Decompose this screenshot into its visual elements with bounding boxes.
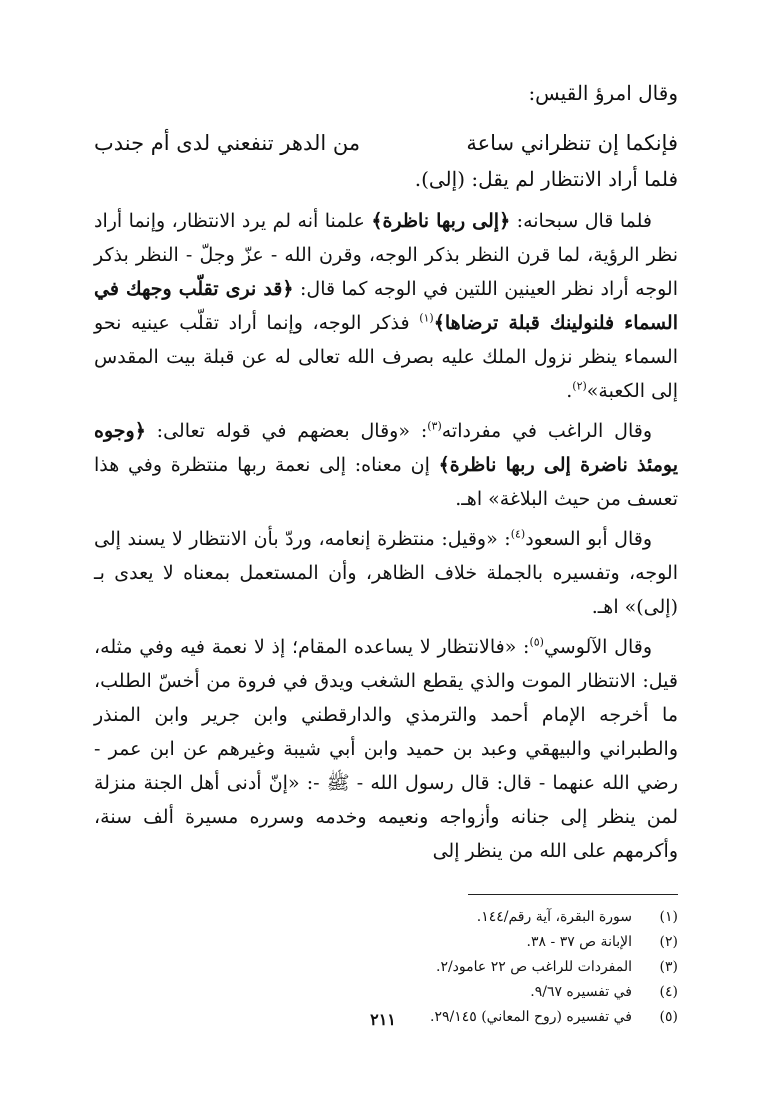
quran-quote-1: ﴿إلى ربها ناظرة﴾ [371, 210, 511, 232]
footnote-number: (٣) [659, 959, 678, 975]
intro-line: وقال امرؤ القيس: [528, 81, 678, 105]
verse-second-hemistich: من الدهر تنفعني لدى أم جندب [94, 131, 361, 155]
p2-text-c: إن معناه: إلى نعمة ربها منتظرة وفي هذا تعسف من حيث البلاغة» اهـ. [94, 454, 678, 510]
poetry-verse [94, 126, 678, 160]
p4-text-b: : «فالانتظار لا يساعده المقام؛ إذ لا نعمة فيه وفي مثله، قيل: الانتظار الموت والذي يقطع الشغب ويدق في فروة من أخسّ الطلب، ما أخرجه الإمام أحمد والترمذي والدارقطني وابن جرير وابن المنذر والطبراني والبيهقي وعبد بن حميد وابن أبي شيبة وغيرهم عن ابن عمر - رضي الله عنهما - قال: قال رسول الله - ﷺ -: «إنّ أدنى أهل الجنة منزلة لمن ينظر إلى جنانه وأزواجه ونعيمه وخدمه وسرره مسيرة ألف سنة، وأكرمهم على الله من ينظر إلى [94, 636, 679, 862]
paragraph-4 [94, 630, 678, 868]
footnote-text: المفردات للراغب ص ٢٢ عامود/٢. [435, 959, 632, 975]
footnote-ref-1[interactable]: (١) [419, 311, 434, 325]
footnote-text: الإبانة ص ٣٧ - ٣٨. [526, 934, 632, 950]
paragraph-1 [94, 204, 678, 408]
footnote-3 [94, 955, 678, 980]
footnote-number: (٢) [659, 934, 678, 950]
footnote-number: (٥) [659, 1009, 678, 1025]
footnote-ref-4[interactable]: (٤) [510, 527, 526, 541]
p1-text-b: علمنا أنه لم يرد الانتظار، وإنما أراد نظر الرؤية، لما قرن النظر بذكر الوجه، وقرن الله - عزّ وجلّ - النظر بذكر الوجه أراد نظر العينين اللتين في الوجه كما قال: [94, 210, 679, 300]
p4-text-a: وقال الآلوسي [543, 636, 652, 658]
paragraph-3 [94, 522, 678, 624]
p1-text-d: . [566, 380, 573, 402]
footnote-ref-5[interactable]: (٥) [529, 635, 544, 649]
page-body [94, 78, 678, 1030]
footnote-4 [94, 980, 678, 1005]
footnote-2 [94, 930, 678, 955]
paragraph-2 [94, 414, 678, 516]
p3-text-a: وقال أبو السعود [525, 528, 653, 550]
footnote-ref-3[interactable]: (٣) [427, 419, 442, 433]
footnote-text: في تفسيره (روح المعاني) ٢٩/١٤٥. [429, 1009, 632, 1025]
footnote-divider [468, 894, 678, 895]
footnote-ref-2[interactable]: (٢) [572, 379, 587, 393]
quran-quote-2: ﴿قد نرى تقلّب وجهك في السماء فلنولينك قبلة ترضاها﴾ [94, 278, 678, 334]
p1-text-c: فذكر الوجه، وإنما أراد تقلّب عينيه نحو السماء ينظر نزول الملك عليه بصرف الله تعالى له عن قبلة بيت المقدس إلى الكعبة» [94, 312, 678, 402]
verse-first-hemistich: فإنكما إن تنظراني ساعة [466, 131, 678, 155]
quran-quote-3: ﴿وجوه يومئذ ناضرة إلى ربها ناظرة﴾ [94, 420, 678, 476]
after-verse-line: فلما أراد الانتظار لم يقل: (إلى). [414, 167, 678, 191]
page-number: ٢١١ [370, 1010, 396, 1029]
footnote-number: (٤) [659, 984, 678, 1000]
p2-text-a: وقال الراغب في مفرداته [441, 420, 652, 442]
footnote-text: في تفسيره ٩/٦٧. [530, 984, 632, 1000]
p2-text-b: : «وقال بعضهم في قوله تعالى: [145, 420, 428, 442]
p3-text-b: : «وقيل: منتظرة إنعامه، وردّ بأن الانتظار لا يسند إلى الوجه، وتفسيره بالجملة خلاف الظاهر، وأن المستعمل بمعناه لا يعدى بـ (إلى)» اهـ. [94, 528, 678, 618]
p1-text-a: فلما قال سبحانه: [510, 210, 652, 232]
footnote-1 [94, 905, 678, 930]
footnote-number: (١) [659, 909, 678, 925]
footnote-text: سورة البقرة، آية رقم/١٤٤. [476, 909, 632, 925]
